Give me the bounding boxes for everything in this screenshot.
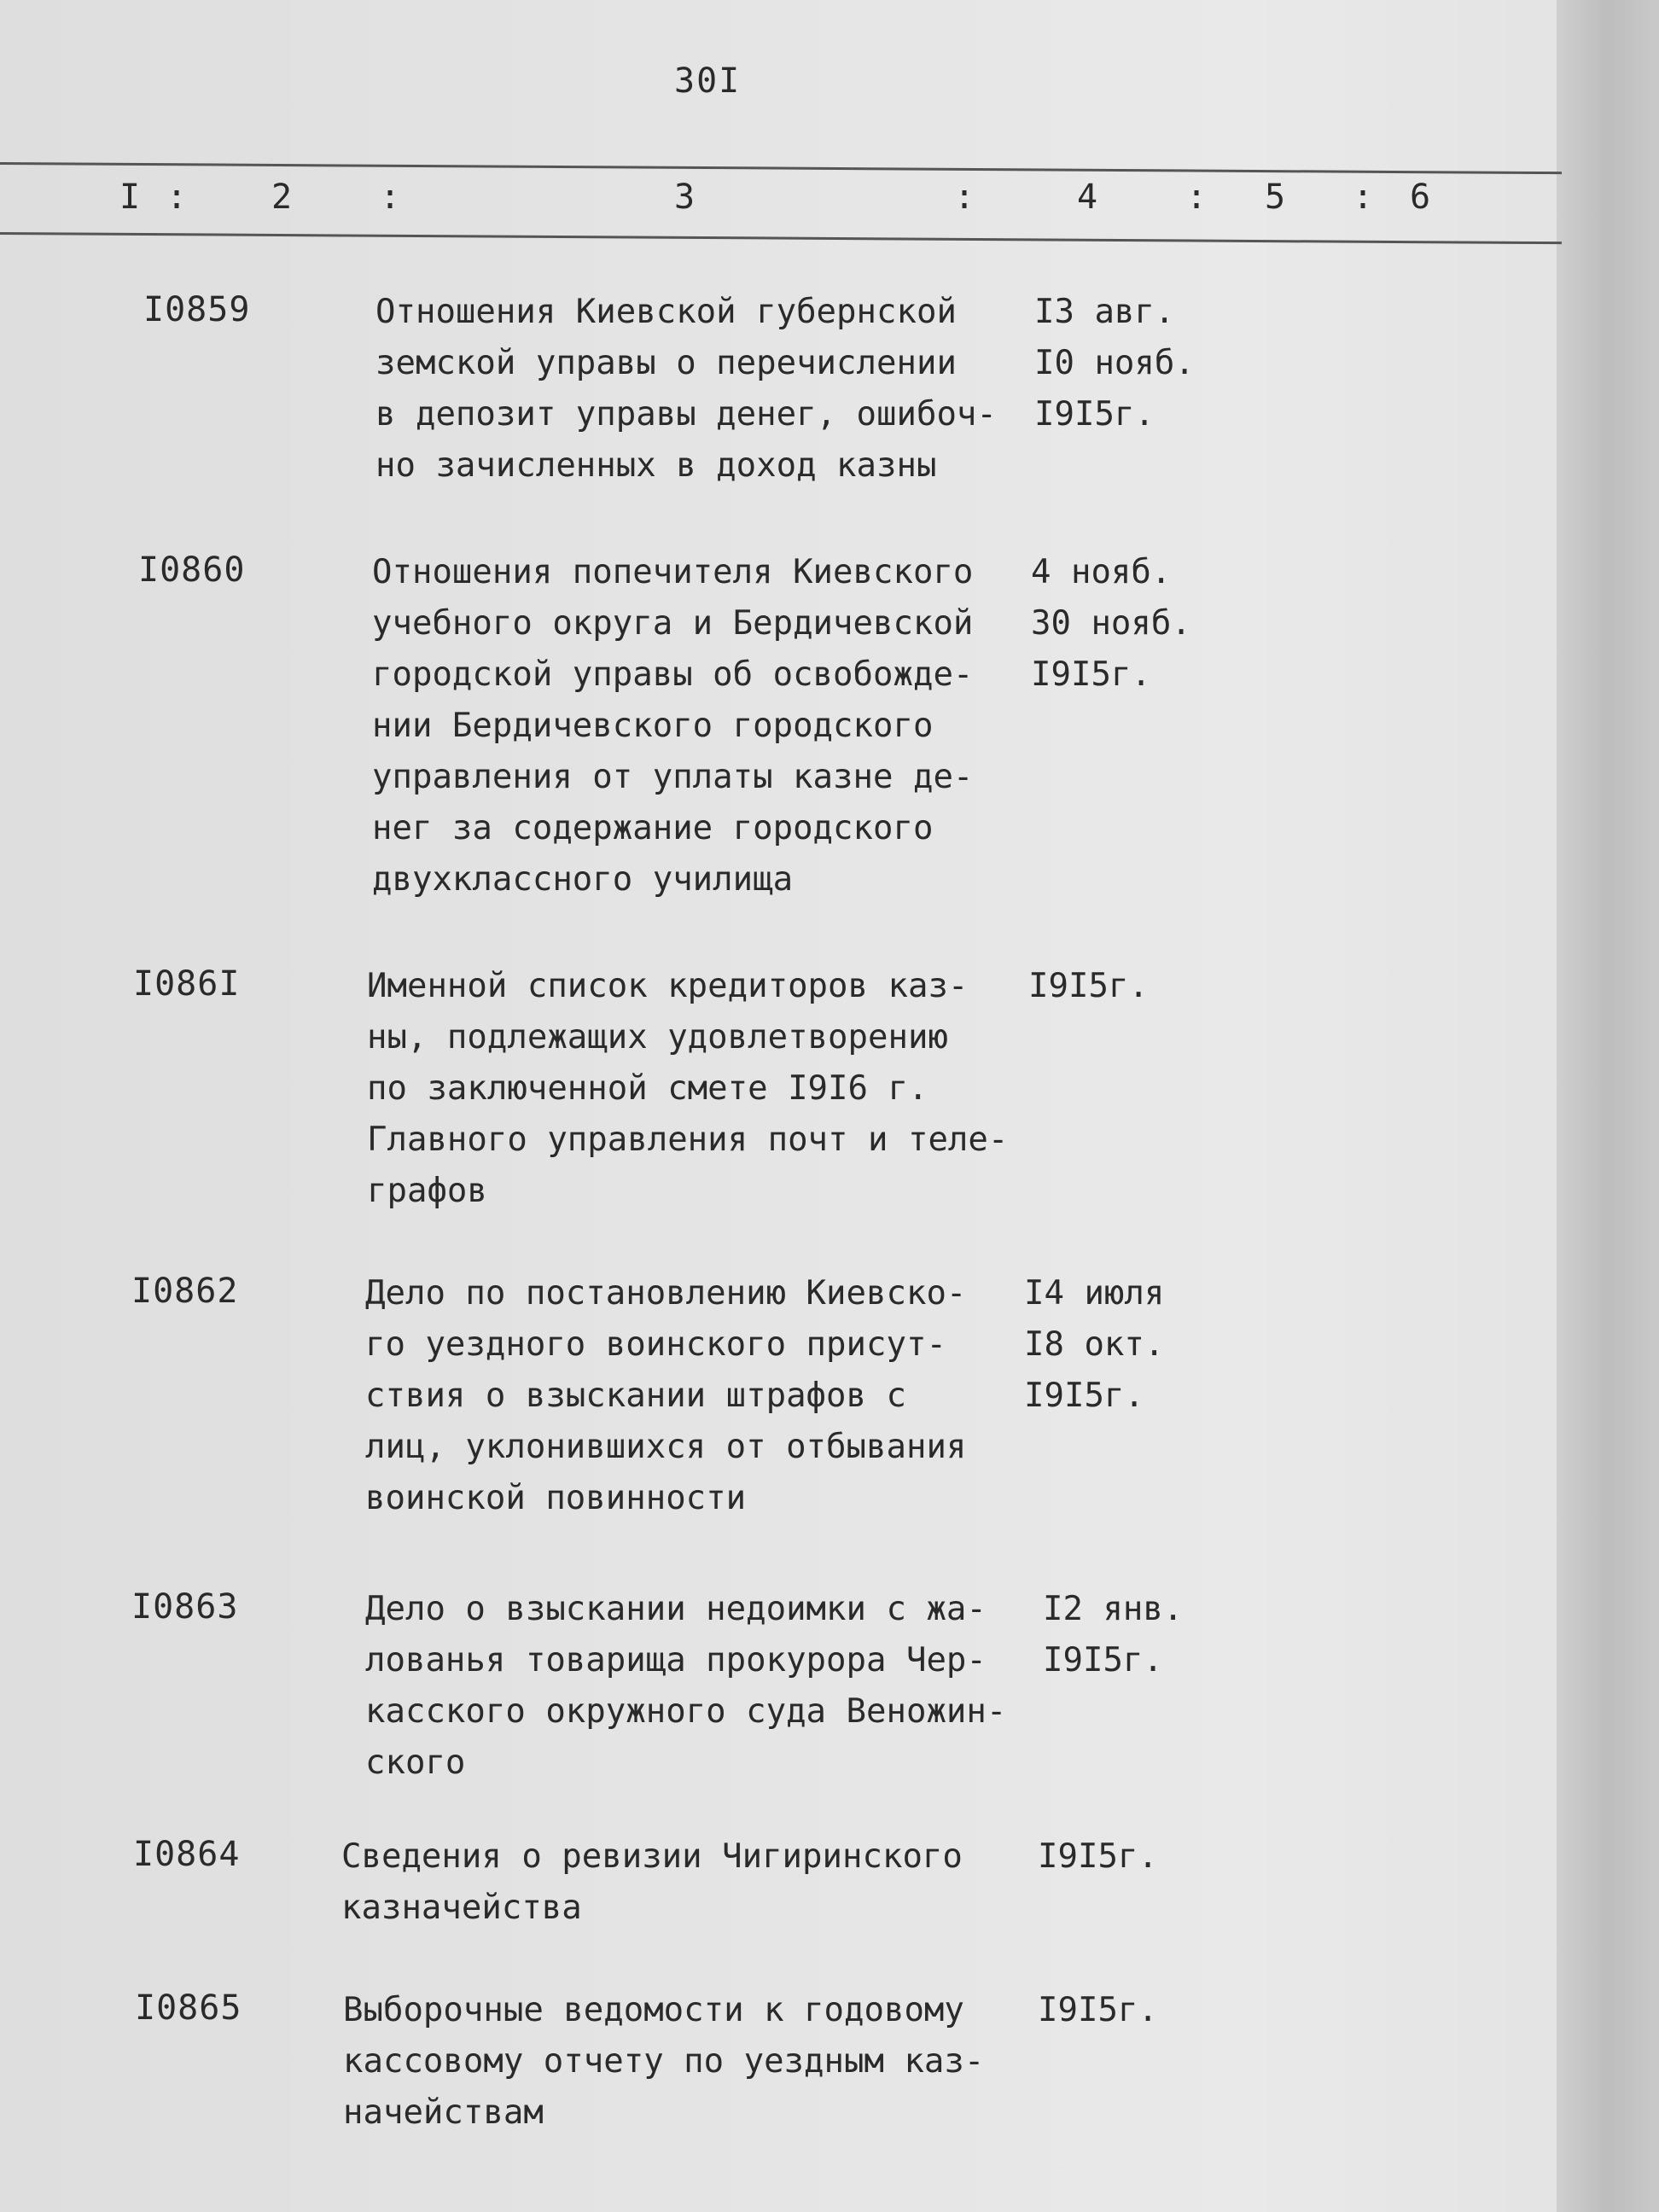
date-line: I2 янв. [1043, 1590, 1184, 1628]
description-line: начействам [343, 2093, 544, 2132]
description-line: воинской повинности [365, 1479, 747, 1517]
entry-description [372, 547, 973, 905]
description-line: Именной список кредиторов каз- [367, 967, 969, 1005]
description-line: в депозит управы денег, ошибоч- [375, 395, 997, 434]
entry-description [365, 1268, 966, 1524]
entry-description [341, 1831, 963, 1934]
entry-dates [1024, 1268, 1164, 1422]
description-line: двухклассного училища [372, 860, 794, 899]
date-line: I0 нояб. [1034, 344, 1195, 382]
column-separator: : [1186, 178, 1208, 217]
date-line: I9I5г. [1038, 1837, 1158, 1876]
description-line: земской управы о перечислении [375, 344, 957, 382]
description-line: нии Бердичевского городского [372, 707, 934, 745]
entry-number: I0863 [131, 1587, 239, 1627]
description-line: Дело о взыскании недоимки с жа- [365, 1590, 987, 1628]
entry-number: I0860 [138, 550, 246, 590]
header-bottom-rule [0, 232, 1562, 244]
description-line: кассовому отчету по уездным каз- [343, 2042, 985, 2081]
description-line: графов [367, 1172, 487, 1210]
description-line: Выборочные ведомости к годовому [343, 1991, 964, 2029]
description-line: но зачисленных в доход казны [375, 446, 937, 485]
entry-number: I0865 [135, 1988, 242, 2028]
description-line: Отношения попечителя Киевского [372, 553, 974, 591]
entry-number: I0864 [133, 1835, 241, 1874]
column-separator: : [1353, 178, 1374, 217]
column-header-1: I [119, 178, 141, 217]
description-line: ского [365, 1743, 466, 1782]
entry-dates [1038, 1985, 1158, 2036]
entry-dates [1034, 287, 1195, 440]
entry-number: I086I [133, 964, 241, 1004]
description-line: ны, подлежащих удовлетворению [367, 1018, 948, 1057]
description-line: Дело по постановлению Киевско- [365, 1274, 967, 1313]
date-line: I9I5г. [1031, 655, 1151, 694]
description-line: лованья товарища прокурора Чер- [365, 1641, 987, 1679]
date-line: I9I5г. [1028, 967, 1149, 1005]
entry-description [367, 961, 1008, 1217]
column-header-3: 3 [674, 178, 696, 217]
description-line: казначейства [341, 1889, 582, 1927]
date-line: 4 нояб. [1031, 553, 1172, 591]
entry-dates [1043, 1584, 1183, 1686]
entry-dates [1031, 547, 1191, 701]
page-edge-shadow [1557, 0, 1659, 2212]
column-separator: : [954, 178, 975, 217]
description-line: Главного управления почт и теле- [367, 1121, 1009, 1159]
column-header-4: 4 [1077, 178, 1098, 217]
date-line: I9I5г. [1034, 395, 1155, 434]
description-line: лиц, уклонившихся от отбывания [365, 1428, 967, 1466]
entry-number: I0859 [143, 290, 251, 329]
description-line: Отношения Киевской губернской [375, 293, 957, 331]
description-line: учебного округа и Бердичевской [372, 604, 974, 643]
description-line: Сведения о ревизии Чигиринского [341, 1837, 963, 1876]
column-header-2: 2 [271, 178, 293, 217]
header-top-rule [0, 162, 1562, 174]
description-line: го уездного воинского присут- [365, 1325, 946, 1364]
date-line: I3 авг. [1034, 293, 1175, 331]
column-header-6: 6 [1410, 178, 1431, 217]
entry-dates [1038, 1831, 1158, 1883]
date-line: I4 июля [1024, 1274, 1165, 1313]
description-line: касского окружного суда Веножин- [365, 1692, 1007, 1731]
description-line: управления от уплаты казне де- [372, 758, 974, 796]
entry-description [365, 1584, 1006, 1789]
entry-description [343, 1985, 984, 2139]
page-number: 30I [674, 61, 742, 101]
description-line: ствия о взыскании штрафов с [365, 1377, 906, 1415]
date-line: I8 окт. [1024, 1325, 1165, 1364]
description-line: нег за содержание городского [372, 809, 934, 847]
description-line: городской управы об освобожде- [372, 655, 974, 694]
date-line: I9I5г. [1038, 1991, 1158, 2029]
description-line: по заключенной смете I9I6 г. [367, 1069, 928, 1108]
column-header-5: 5 [1265, 178, 1286, 217]
entry-description [375, 287, 997, 492]
date-line: I9I5г. [1024, 1377, 1144, 1415]
column-separator: : [380, 178, 401, 217]
date-line: 30 нояб. [1031, 604, 1191, 643]
date-line: I9I5г. [1043, 1641, 1163, 1679]
entry-dates [1028, 961, 1149, 1012]
entry-number: I0862 [131, 1272, 239, 1311]
column-separator: : [166, 178, 188, 217]
